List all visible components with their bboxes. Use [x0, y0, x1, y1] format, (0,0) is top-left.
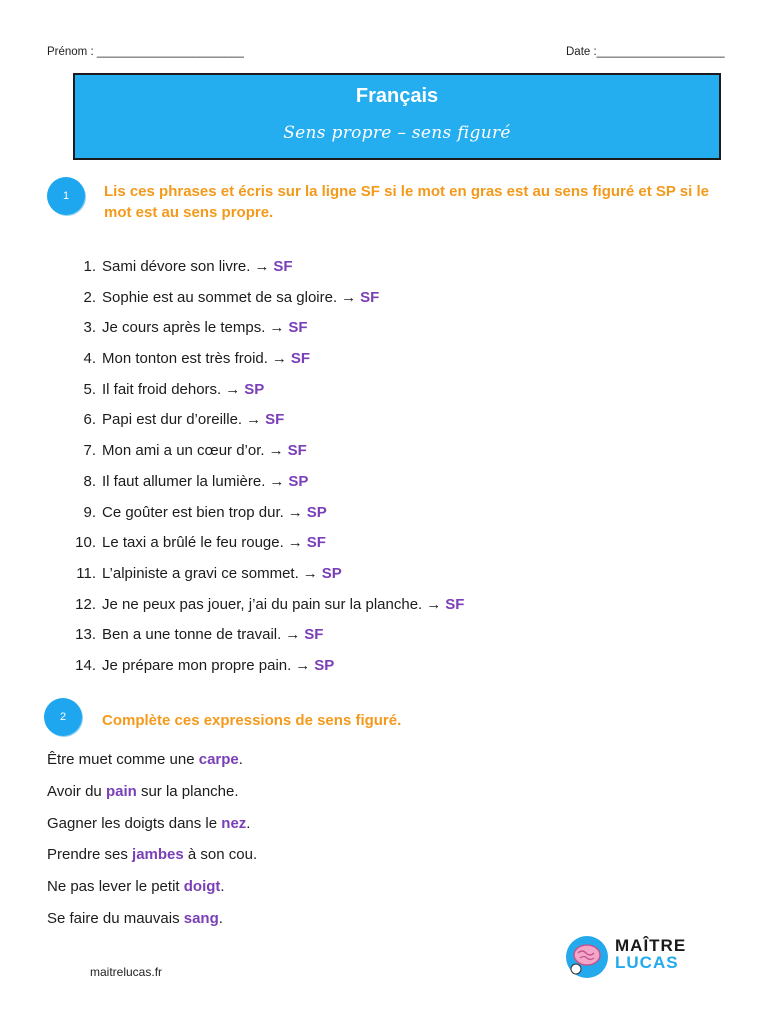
answer-label: SF [360, 288, 380, 306]
sentence-text: Le taxi a brûlé le feu rouge. [102, 534, 284, 552]
expression-after: . [220, 878, 225, 896]
answer-label: SP [321, 564, 342, 582]
arrow-icon: → [295, 656, 311, 674]
expression-word: doigt [183, 878, 221, 896]
answer-label: SP [288, 472, 309, 490]
answer-label: SF [290, 350, 311, 368]
sentence-item [60, 620, 464, 651]
sentence-text: Je ne peux pas jouer, j’ai du pain sur la planche. [102, 595, 423, 613]
answer-label: SF [304, 626, 324, 644]
page-subtitle: Sens propre – sens figuré [283, 123, 511, 143]
arrow-icon: → [285, 626, 301, 644]
expression-line [47, 903, 257, 935]
sentence-text: Je cours après le temps. [102, 319, 266, 337]
item-number: 14. [75, 656, 96, 674]
sentence-item [60, 528, 464, 559]
answer-label: SF [273, 258, 293, 275]
exercise-1-instruction: Lis ces phrases et écris sur la ligne SF si le mot en gras est au sens figuré et SP si le mot est au sens propre. [104, 183, 709, 221]
sentence-item [60, 467, 464, 498]
item-number: 8. [83, 472, 96, 490]
expression-line [47, 871, 257, 903]
arrow-icon: → [246, 411, 262, 429]
expression-word: sang [183, 909, 219, 927]
answer-label: SF [445, 595, 465, 613]
item-number: 13. [75, 626, 96, 644]
sentence-text: Mon ami a un cœur d’or. [102, 442, 265, 460]
answer-label: SF [306, 534, 326, 552]
sentence-item [60, 651, 464, 682]
expression-after: . [238, 751, 243, 768]
sentence-item [60, 375, 464, 406]
footer-site: maitrelucas.fr [90, 965, 163, 979]
expression-before: Se faire du mauvais [47, 909, 184, 927]
expression-before: Prendre ses [47, 846, 133, 864]
arrow-icon: → [426, 595, 442, 613]
sentence-item [60, 313, 464, 344]
item-number: 12. [75, 595, 96, 613]
sentence-item [60, 252, 464, 283]
arrow-icon: → [287, 503, 303, 521]
sentence-item [60, 344, 464, 375]
arrow-icon: → [254, 258, 270, 275]
item-number: 11. [76, 564, 96, 582]
expression-word: carpe [198, 751, 239, 768]
arrow-icon: → [341, 288, 357, 306]
expression-before: Gagner les doigts dans le [47, 814, 222, 832]
expression-after: sur la planche. [136, 782, 239, 800]
sentence-item [60, 498, 464, 529]
item-number: 10. [75, 534, 96, 552]
title-box [73, 73, 721, 160]
item-number: 4. [83, 350, 96, 368]
sentence-text: Il faut allumer la lumière. [102, 472, 266, 490]
arrow-icon: → [225, 380, 241, 398]
sentence-item [60, 405, 464, 436]
exercise-2-list [47, 744, 257, 935]
expression-line [47, 839, 257, 871]
expression-before: Avoir du [47, 782, 106, 800]
logo-text [615, 937, 686, 971]
prenom-field: Prénom : _______________________ [47, 46, 244, 58]
answer-label: SP [306, 503, 327, 521]
sentence-text: Il fait froid dehors. [102, 380, 222, 398]
item-number: 1. [83, 258, 96, 275]
expression-line [47, 744, 257, 776]
arrow-icon: → [269, 319, 285, 337]
expression-before: Être muet comme une [47, 751, 199, 768]
arrow-icon: → [287, 534, 303, 552]
sentence-item [60, 436, 464, 467]
sentence-text: Ben a une tonne de travail. [102, 626, 282, 644]
exercise-2-badge: 2 [44, 698, 82, 736]
item-number: 5. [83, 380, 96, 398]
sentence-text: Sophie est au sommet de sa gloire. [102, 288, 338, 306]
expression-after: . [246, 814, 251, 832]
item-number: 6. [83, 411, 96, 429]
item-number: 7. [83, 442, 96, 460]
expression-line [47, 776, 257, 808]
expression-before: Ne pas lever le petit [47, 878, 184, 896]
sentence-text: Sami dévore son livre. [102, 258, 251, 275]
page-title: Français [355, 85, 439, 107]
expression-word: pain [105, 782, 137, 800]
logo-line-1: MAÎTRE [615, 936, 687, 955]
expression-line [47, 808, 257, 840]
arrow-icon: → [269, 472, 285, 490]
answer-label: SF [287, 442, 307, 460]
item-number: 9. [83, 503, 96, 521]
exercise-2-instruction: Complète ces expressions de sens figuré. [102, 712, 402, 729]
arrow-icon: → [268, 442, 284, 460]
sentence-text: Papi est dur d’oreille. [102, 411, 243, 429]
expression-after: à son cou. [183, 846, 258, 864]
item-number: 2. [83, 288, 96, 306]
sentence-text: Mon tonton est très froid. [102, 350, 268, 368]
sentence-item [60, 590, 464, 621]
expression-word: jambes [132, 846, 184, 864]
brain-icon [565, 933, 613, 981]
sentence-text: Je prépare mon propre pain. [102, 656, 292, 674]
answer-label: SP [244, 380, 265, 398]
answer-label: SF [265, 411, 285, 429]
answer-label: SP [314, 656, 335, 674]
exercise-1-badge: 1 [47, 177, 85, 215]
expression-after: . [218, 909, 223, 927]
sentence-text: Ce goûter est bien trop dur. [102, 503, 284, 521]
arrow-icon: → [271, 350, 287, 368]
logo-line-2: LUCAS [615, 953, 679, 972]
item-number: 3. [83, 319, 96, 337]
sentence-item [60, 559, 464, 590]
exercise-1-list [60, 252, 464, 682]
date-field: Date :____________________ [566, 46, 725, 58]
maitre-lucas-logo [565, 933, 685, 981]
arrow-icon: → [302, 564, 318, 582]
expression-word: nez [221, 814, 247, 832]
answer-label: SF [288, 319, 308, 337]
sentence-item [60, 283, 464, 314]
sentence-text: L’alpiniste a gravi ce sommet. [102, 564, 299, 582]
